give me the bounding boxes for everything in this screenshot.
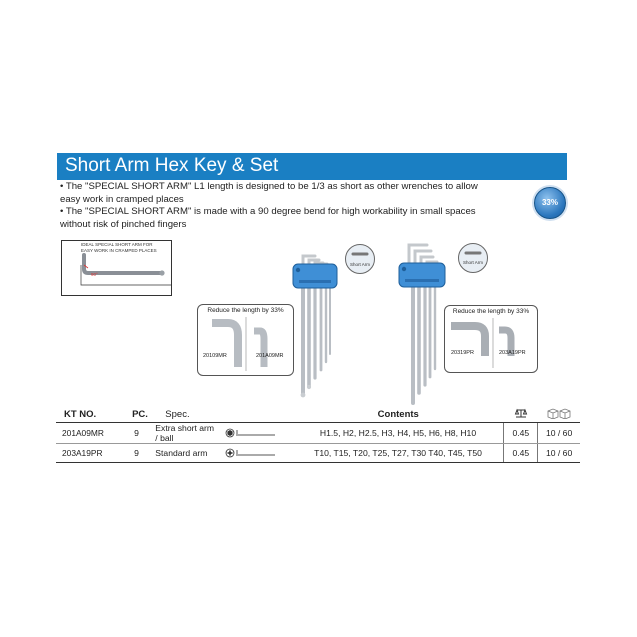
box-icon xyxy=(546,407,572,419)
cell-kt-no: 203A19PR xyxy=(56,444,132,463)
col-spec: Spec. xyxy=(155,407,292,423)
feature-bullet-1: • The "SPECIAL SHORT ARM" L1 length is designed to be 1/3 as short as other wrenches to allow easy work in cramped places xyxy=(60,181,478,205)
spec-line1: Standard arm xyxy=(155,448,208,458)
col-pc: PC. xyxy=(132,407,155,423)
length-compare-icon-2 xyxy=(445,306,539,374)
diagram-label-line1: IDEAL SPECIAL SHORT ARM FOR xyxy=(81,242,153,247)
scale-icon xyxy=(514,407,528,419)
diagram-label-line2: EASY WORK IN CRAMPED PLACES xyxy=(81,248,157,253)
length-compare-icon xyxy=(198,305,295,377)
spec-line1: Extra short arm xyxy=(155,423,215,433)
hex-icon xyxy=(225,427,277,439)
feature-bullet-2: • The "SPECIAL SHORT ARM" is made with a 90 degree bend for high workability in small spaces without risk of pinched fingers xyxy=(60,206,476,230)
angle-label: 90° xyxy=(91,272,98,277)
feature-list xyxy=(60,181,480,231)
cell-contents: T10, T15, T20, T25, T27, T30 T40, T45, T50 xyxy=(293,444,504,463)
discount-badge xyxy=(534,187,566,219)
callout-label-1: Short Arm xyxy=(350,262,371,267)
cell-pc: 9 xyxy=(132,444,155,463)
short-arm-diagram xyxy=(61,240,172,296)
cell-pack: 10 / 60 xyxy=(538,423,580,444)
inset-label-right-1: 201A09MR xyxy=(256,353,284,359)
table-row xyxy=(56,444,580,463)
inset-label-left-2: 20319PR xyxy=(451,350,474,356)
cell-weight: 0.45 xyxy=(504,444,538,463)
cell-pc: 9 xyxy=(132,423,155,444)
spec-table xyxy=(56,407,580,463)
badge-label: 33% xyxy=(541,198,558,207)
inset-title-1: Reduce the length by 33% xyxy=(207,307,284,314)
torx-icon xyxy=(225,447,277,459)
spec-line2: / ball xyxy=(155,433,174,443)
cell-spec xyxy=(155,444,292,463)
cell-spec xyxy=(155,423,292,444)
col-pack xyxy=(538,407,580,423)
length-inset-2 xyxy=(444,305,538,373)
col-weight xyxy=(504,407,538,423)
cell-contents: H1.5, H2, H2.5, H3, H4, H5, H6, H8, H10 xyxy=(293,423,504,444)
table-row xyxy=(56,423,580,444)
callout-label-2: Short Arm xyxy=(463,260,484,265)
inset-title-2: Reduce the length by 33% xyxy=(452,308,530,315)
length-inset-1 xyxy=(197,304,294,376)
col-contents: Contents xyxy=(293,407,504,423)
callout-key-icon-2 xyxy=(458,243,488,263)
hex-key-diagram-icon xyxy=(62,241,173,297)
col-kt-no: KT NO. xyxy=(56,407,132,423)
cell-weight: 0.45 xyxy=(504,423,538,444)
inset-label-left-1: 20109MR xyxy=(203,353,227,359)
cell-pack: 10 / 60 xyxy=(538,444,580,463)
table-header-row xyxy=(56,407,580,423)
inset-label-right-2: 203A19PR xyxy=(499,350,526,356)
cell-kt-no: 201A09MR xyxy=(56,423,132,444)
page-title: Short Arm Hex Key & Set xyxy=(65,155,279,176)
callout-key-icon xyxy=(345,244,375,264)
